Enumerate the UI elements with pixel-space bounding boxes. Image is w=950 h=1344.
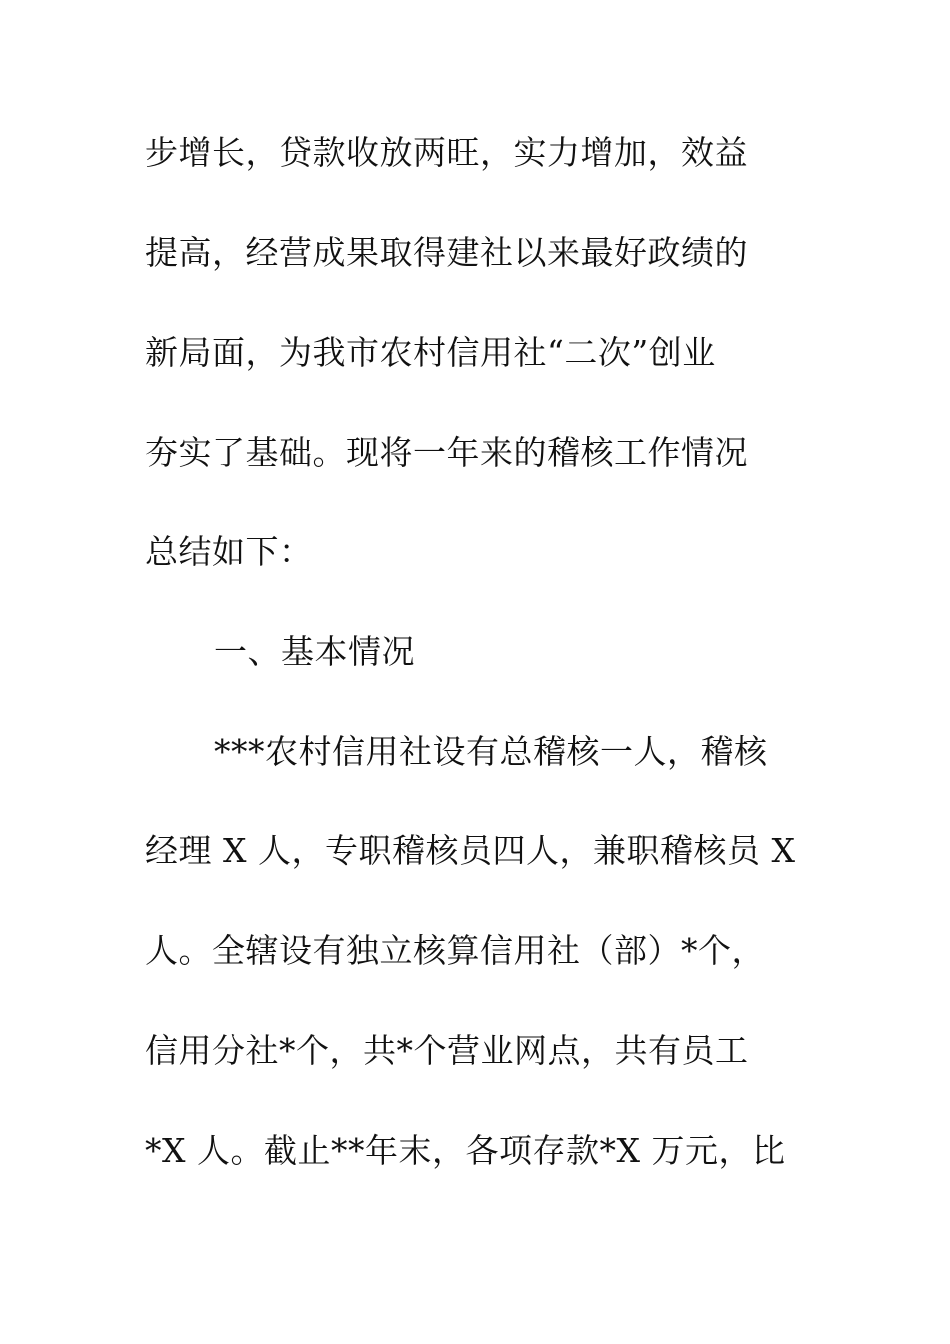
section-heading: 一、基本情况: [214, 632, 415, 671]
body-text-line: 人。全辖设有独立核算信用社（部）*个，: [145, 931, 765, 970]
body-text-line: 总结如下：: [145, 532, 313, 571]
body-text-line: 新局面，为我市农村信用社“二次”创业: [145, 333, 716, 372]
body-text-line: 步增长，贷款收放两旺，实力增加，效益: [145, 133, 748, 172]
body-text-line: 夯实了基础。现将一年来的稽核工作情况: [145, 433, 748, 472]
body-text-line: 信用分社*个，共*个营业网点，共有员工: [145, 1031, 749, 1070]
body-text-line: 提高，经营成果取得建社以来最好政绩的: [145, 233, 748, 272]
body-text-line: ***农村信用社设有总稽核一人，稽核: [214, 732, 768, 771]
body-text-line: 经理 X 人，专职稽核员四人，兼职稽核员 X: [145, 831, 796, 870]
body-text-line: *X 人。截止**年末，各项存款*X 万元，比: [145, 1131, 786, 1170]
